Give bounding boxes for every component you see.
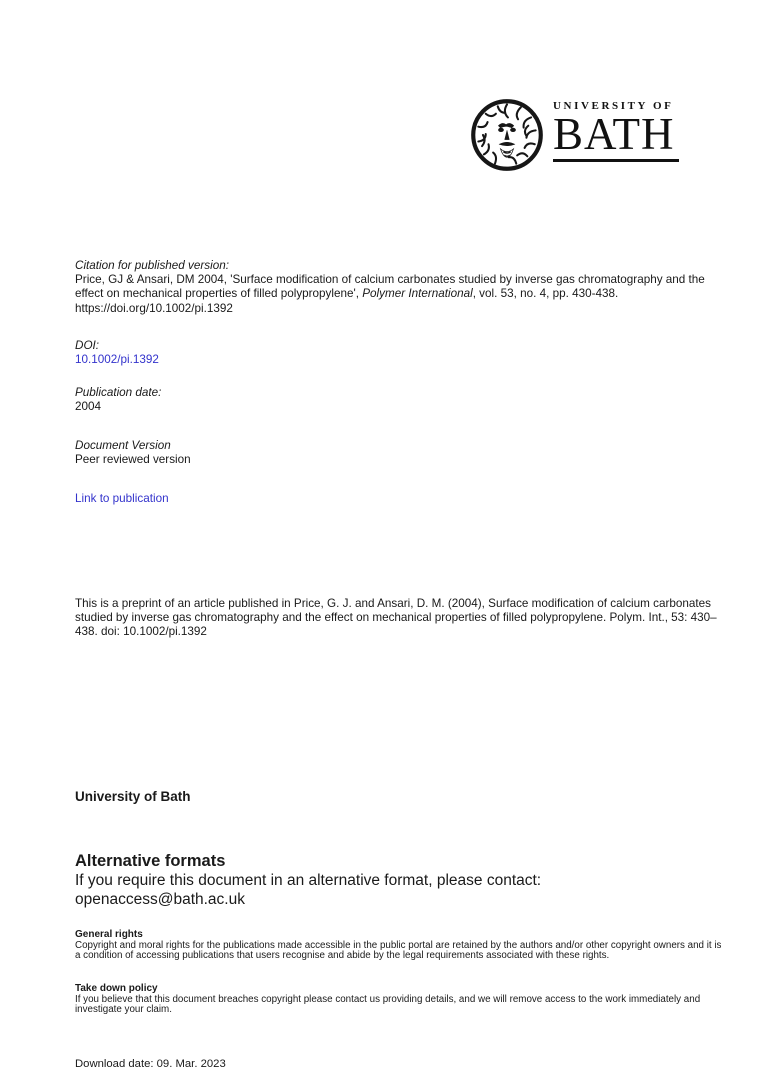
- publication-date-section: [75, 386, 723, 414]
- preprint-statement: This is a preprint of an article published in Price, G. J. and Ansari, D. M. (2004), Surface modification of calcium carbonates studied by inverse gas chromatography and the effect on mechanical properties of filled polypropylene. Polym. Int., 53: 430–438. doi: 10.1002/pi.1392: [75, 597, 717, 639]
- general-rights-body: Copyright and moral rights for the publications made accessible in the public portal are retained by the authors and/or other copyright owners and it is a condition of accessing publications that users recognise and abide by the legal requirements associated with these rights.: [75, 939, 722, 961]
- doi-link[interactable]: 10.1002/pi.1392: [75, 353, 159, 367]
- document-version-label: Document Version: [75, 439, 171, 452]
- logo-bath-text: BATH: [553, 109, 675, 159]
- general-rights-section: [75, 930, 725, 961]
- doi-label: DOI:: [75, 339, 100, 352]
- document-version-value: Peer reviewed version: [75, 453, 191, 467]
- take-down-policy-section: [75, 984, 725, 1015]
- logo-underline: [553, 159, 679, 162]
- citation-text-before-journal: Price, GJ & Ansari, DM 2004, 'Surface modification of calcium carbonates studied by inverse gas chromatography and the effect on mechanical properties of filled polypropylene',: [75, 273, 705, 301]
- alternative-formats-section: [75, 851, 695, 909]
- openaccess-email[interactable]: openaccess@bath.ac.uk: [75, 891, 245, 908]
- university-heading: University of Bath: [75, 789, 191, 804]
- take-down-policy-heading: Take down policy: [75, 983, 158, 994]
- download-date: Download date: 09. Mar. 2023: [75, 1058, 226, 1070]
- publication-date-label: Publication date:: [75, 386, 162, 399]
- publication-date-value: 2004: [75, 400, 102, 414]
- citation-section: [75, 259, 723, 316]
- university-of-bath-logo: [470, 95, 685, 175]
- logo-wordmark: [553, 100, 683, 162]
- citation-text-after-journal: , vol. 53, no. 4, pp. 430-438. https://doi.org/10.1002/pi.1392: [75, 287, 619, 315]
- link-to-publication[interactable]: Link to publication: [75, 492, 169, 505]
- citation-text: [75, 273, 723, 316]
- document-version-section: [75, 439, 723, 467]
- citation-journal-name: Polymer International: [362, 287, 473, 301]
- general-rights-heading: General rights: [75, 929, 143, 940]
- take-down-policy-body: If you believe that this document breaches copyright please contact us providing details, and we will remove access to the work immediately and investigate your claim.: [75, 993, 701, 1015]
- alternative-formats-heading: Alternative formats: [75, 852, 226, 870]
- logo-university-of-text: UNIVERSITY OF: [553, 100, 674, 112]
- citation-label: Citation for published version:: [75, 259, 229, 272]
- alternative-formats-text: If you require this document in an alternative format, please contact:: [75, 872, 542, 889]
- doi-section: [75, 339, 723, 367]
- bath-sun-face-emblem-icon: [470, 98, 544, 172]
